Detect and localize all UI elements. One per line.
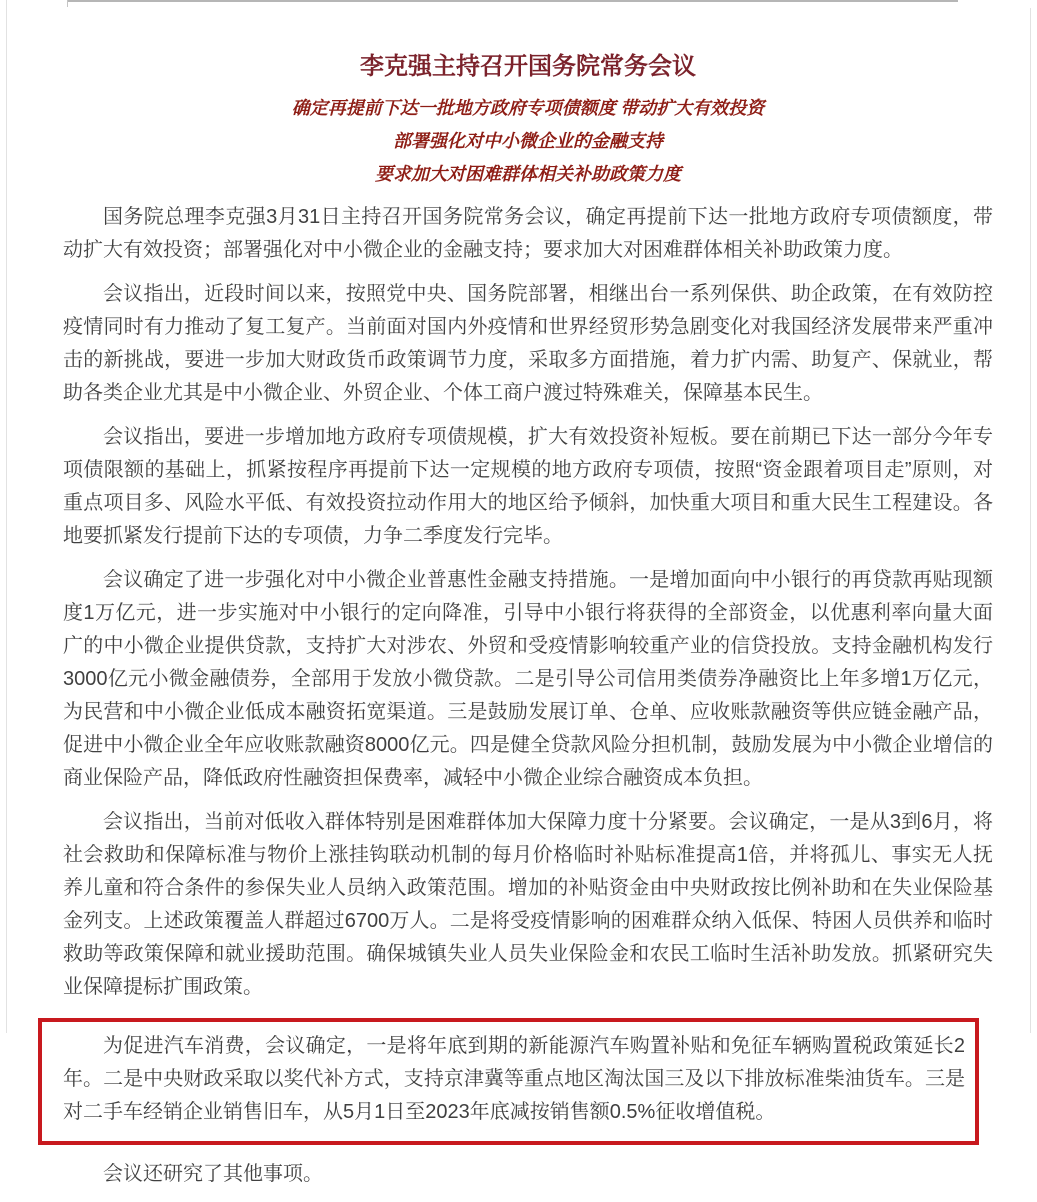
paragraph-sme-finance: 会议确定了进一步强化对中小微企业普惠性金融支持措施。一是增加面向中小银行的再贷款再贴现额度1万亿元，进一步实施对中小银行的定向降准，引导中小银行将获得的全部资金，以优惠利率向量大面广的中小微企业提供贷款，支持扩大对涉农、外贸和受疫情影响较重产业的信贷投放。支持金融机构发行3000亿元小微金融债券，全部用于发放小微贷款。二是引导公司信用类债券净融资比上年多增1万亿元，为民营和中小微企业低成本融资拓宽渠道。三是鼓励发展订单、仓单、应收账款融资等供应链金融产品，促进中小微企业全年应收账款融资8000亿元。四是健全贷款风险分担机制，鼓励发展为中小微企业增信的商业保险产品，降低政府性融资担保费率，减轻中小微企业综合融资成本负担。 xyxy=(63,569,993,789)
paragraph-policy-overview: 会议指出，近段时间以来，按照党中央、国务院部署，相继出台一系列保供、助企政策，在有效防控疫情同时有力推动了复工复产。当前面对国内外疫情和世界经贸形势急剧变化对我国经济发展带来严重冲击的新挑战，要进一步加大财政货币政策调节力度，采取多方面措施，着力扩内需、助复产、保就业，帮助各类企业尤其是中小微企业、外贸企业、个体工商户渡过特殊难关，保障基本民生。 xyxy=(63,283,993,404)
top-divider-rule xyxy=(68,0,958,2)
article-subtitle-3: 要求加大对困难群体相关补助政策力度 xyxy=(375,164,681,184)
top-divider-tick xyxy=(67,0,68,7)
paragraph-lead: 国务院总理李克强3月31日主持召开国务院常务会议，确定再提前下达一批地方政府专项债额度，带动扩大有效投资；部署强化对中小微企业的金融支持；要求加大对困难群体相关补助政策力度。 xyxy=(63,206,993,261)
page-left-border xyxy=(6,0,7,1033)
article-content xyxy=(63,52,993,1202)
article-subtitle-2: 部署强化对中小微企业的金融支持 xyxy=(393,131,663,151)
page-right-border xyxy=(1030,8,1031,1033)
paragraph-low-income-support: 会议指出，当前对低收入群体特别是困难群体加大保障力度十分紧要。会议确定，一是从3到6月，将社会救助和保障标准与物价上涨挂钩联动机制的每月价格临时补贴标准提高1倍，并将孤儿、事实无人抚养儿童和符合条件的参保失业人员纳入政策范围。增加的补贴资金由中央财政按比例补助和在失业保险基金列支。上述政策覆盖人群超过6700万人。二是将受疫情影响的困难群众纳入低保、特困人员供养和临时救助等政策保障和就业援助范围。确保城镇失业人员失业保险金和农民工临时生活补助发放。抓紧研究失业保障提标扩围政策。 xyxy=(63,811,993,998)
article-subtitles xyxy=(63,92,993,191)
article-subtitle-1: 确定再提前下达一批地方政府专项债额度 带动扩大有效投资 xyxy=(291,98,765,118)
article-body xyxy=(63,201,993,1191)
highlight-red-box xyxy=(38,1018,979,1145)
paragraph-special-bonds: 会议指出，要进一步增加地方政府专项债规模，扩大有效投资补短板。要在前期已下达一部分今年专项债限额的基础上，抓紧按程序再提前下达一定规模的地方政府专项债，按照“资金跟着项目走”原则，对重点项目多、风险水平低、有效投资拉动作用大的地区给予倾斜，加快重大项目和重大民生工程建设。各地要抓紧发行提前下达的专项债，力争二季度发行完毕。 xyxy=(63,426,993,547)
paragraph-closing: 会议还研究了其他事项。 xyxy=(103,1163,323,1185)
article-title: 李克强主持召开国务院常务会议 xyxy=(360,53,696,80)
paragraph-auto-consumption-highlighted: 为促进汽车消费，会议确定，一是将年底到期的新能源汽车购置补贴和免征车辆购置税政策延长2年。二是中央财政采取以奖代补方式，支持京津冀等重点地区淘汰国三及以下排放标准柴油货车。三是对二手车经销企业销售旧车，从5月1日至2023年底减按销售额0.5%征收增值税。 xyxy=(63,1035,965,1123)
